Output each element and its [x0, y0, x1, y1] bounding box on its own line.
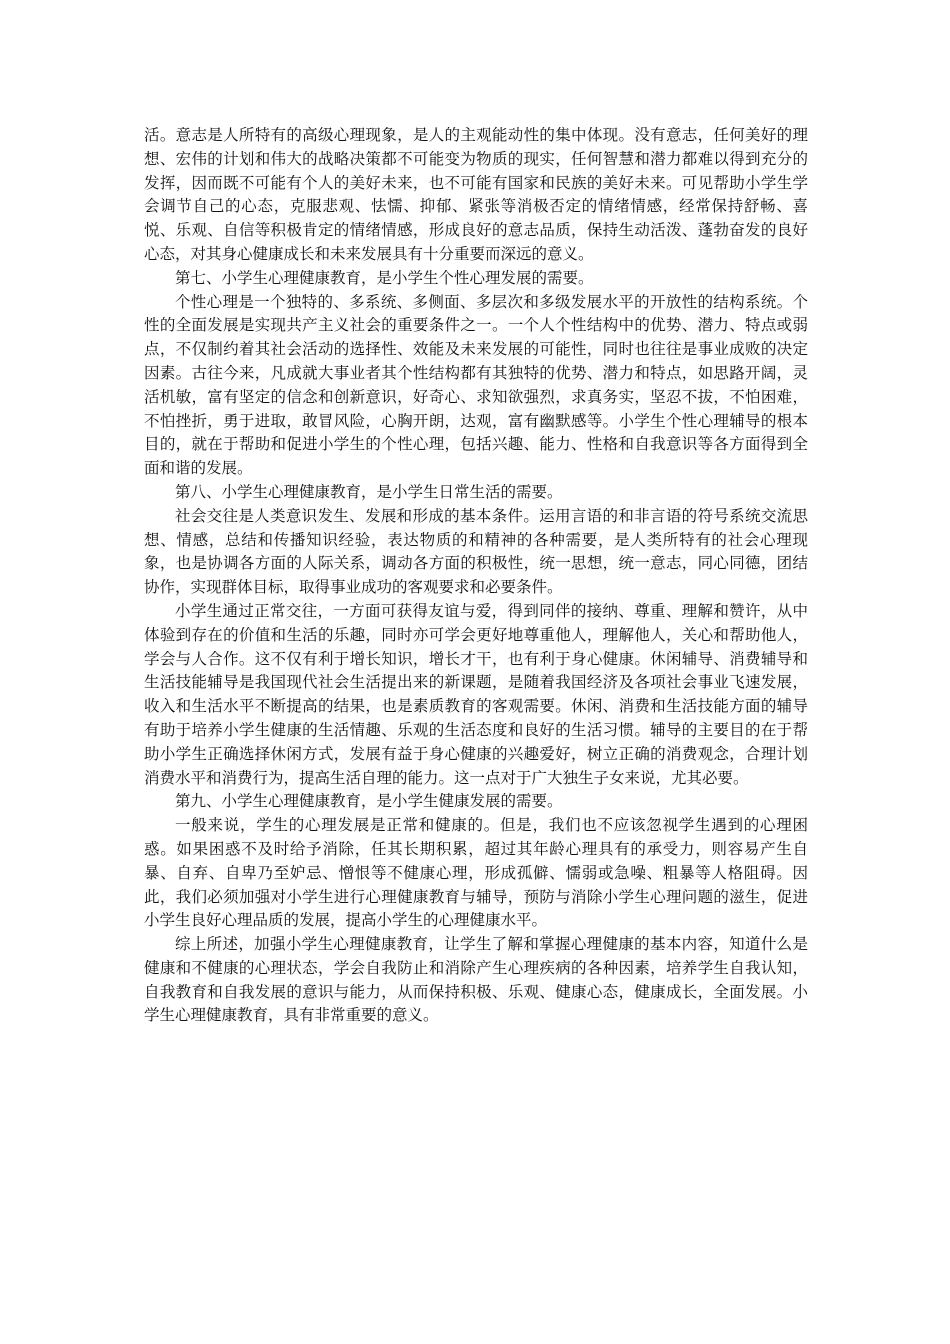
paragraph-continuation: 活。意志是人所特有的高级心理现象，是人的主观能动性的集中体现。没有意志，任何美好的理想、宏伟的计划和伟大的战略决策都不可能变为物质的现实，任何智慧和潜力都难以得到充分的发挥，因而既不可能有个人的美好未来，也不可能有国家和民族的美好未来。可见帮助小学生学会调节自己的心态，克服悲观、怯懦、抑郁、紧张等消极否定的情绪情感，经常保持舒畅、喜悦、乐观、自信等积极肯定的情绪情感，形成良好的意志品质，保持生动活泼、蓬勃奋发的良好心态，对其身心健康成长和未来发展具有十分重要而深远的意义。: [144, 126, 808, 263]
heading-ninth: 第九、小学生心理健康教育，是小学生健康发展的需要。: [175, 792, 563, 811]
paragraph-conclusion: 综上所述，加强小学生心理健康教育，让学生了解和掌握心理健康的基本内容，知道什么是健康和不健康的心理状态，学会自我防止和消除产生心理疾病的各种因素，培养学生自我认知，自我教育和自我发展的意识与能力，从而保持积极、乐观、健康心态，健康成长，全面发展。小学生心理健康教育，具有非常重要的意义。: [144, 935, 808, 1025]
heading-eighth: 第八、小学生心理健康教育，是小学生日常生活的需要。: [175, 482, 563, 501]
paragraph-daily-life: 小学生通过正常交往，一方面可获得友谊与爱，得到同伴的接纳、尊重、理解和赞许，从中体验到存在的价值和生活的乐趣，同时亦可学会更好地尊重他人，理解他人，关心和帮助他人，学会与人合作。这不仅有利于增长知识，增长才干，也有利于身心健康。休闲辅导、消费辅导和生活技能辅导是我国现代社会生活提出来的新课题，是随着我国经济及各项社会事业飞速发展，收入和生活水平不断提高的结果，也是素质教育的客观需要。休闲、消费和生活技能方面的辅导有助于培养小学生健康的生活情趣、乐观的生活态度和良好的生活习惯。辅导的主要目的在于帮助小学生正确选择休闲方式，发展有益于身心健康的兴趣爱好，树立正确的消费观念，合理计划消费水平和消费行为，提高生活自理的能力。这一点对于广大独生子女来说，尤其必要。: [144, 601, 808, 787]
paragraph-personality: 个性心理是一个独特的、多系统、多侧面、多层次和多级发展水平的开放性的结构系统。个性的全面发展是实现共产主义社会的重要条件之一。一个人个性结构中的优势、潜力、特点或弱点，不仅制约着其社会活动的选择性、效能及未来发展的可能性，同时也往往是事业成败的决定因素。古往今来，凡成就大事业者其个性结构都有其独特的优势、潜力和特点，如思路开阔，灵活机敏，富有坚定的信念和创新意识，好奇心、求知欲强烈，求真务实，坚忍不拔，不怕困难，不怕挫折，勇于进取，敢冒风险，心胸开朗，达观，富有幽默感等。小学生个性心理辅导的根本目的，就在于帮助和促进小学生的个性心理，包括兴趣、能力、性格和自我意识等各方面得到全面和谐的发展。: [144, 292, 808, 478]
heading-seventh: 第七、小学生心理健康教育，是小学生个性心理发展的需要。: [175, 268, 594, 287]
paragraph-healthy-development: 一般来说，学生的心理发展是正常和健康的。但是，我们也不应该忽视学生遇到的心理困惑。如果困惑不及时给予消除，任其长期积累，超过其年龄心理具有的承受力，则容易产生自暴、自弃、自卑乃至妒忌、憎恨等不健康心理，形成孤僻、懦弱或急噪、粗暴等人格阻碍。因此，我们必须加强对小学生进行心理健康教育与辅导，预防与消除小学生心理问题的滋生，促进小学生良好心理品质的发展，提高小学生的心理健康水平。: [144, 816, 808, 930]
paragraph-social-interaction: 社会交往是人类意识发生、发展和形成的基本条件。运用言语的和非言语的符号系统交流思想、情感，总结和传播知识经验，表达物质的和精神的各种需要，是人类所特有的社会心理现象，也是协调各方面的人际关系，调动各方面的积极性，统一思想，统一意志，同心同德，团结协作，实现群体目标，取得事业成功的客观要求和必要条件。: [144, 506, 808, 597]
document-body: [144, 124, 808, 1028]
